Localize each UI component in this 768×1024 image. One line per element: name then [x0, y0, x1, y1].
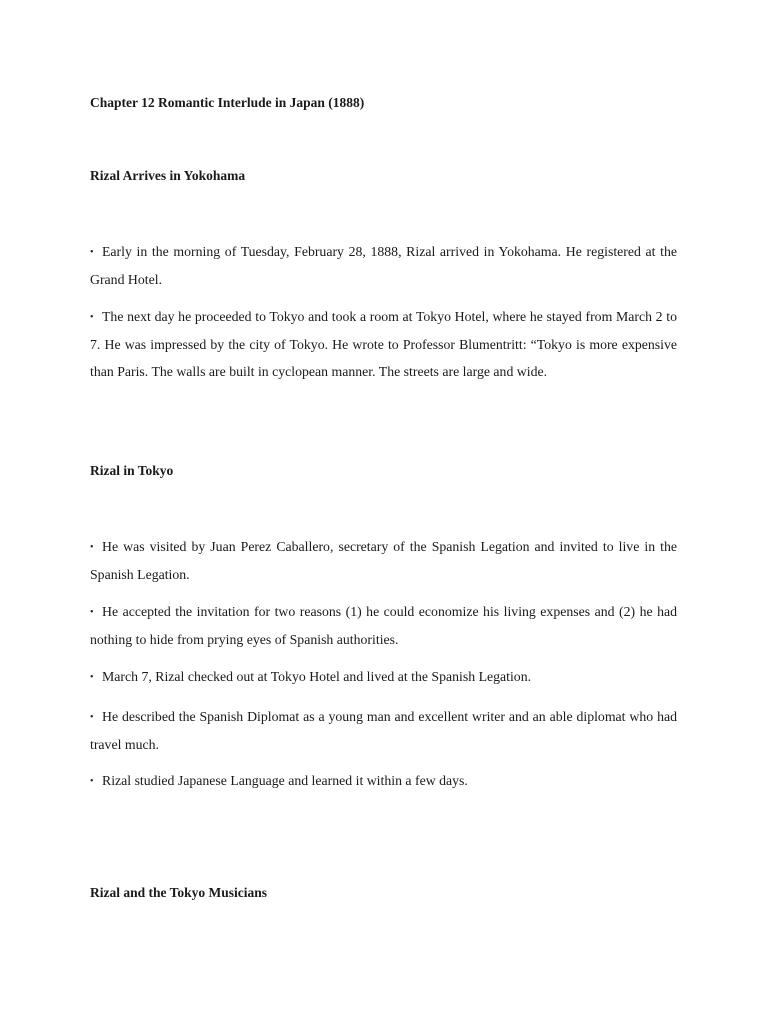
bullet-paragraph [90, 663, 677, 691]
paragraph-text: The next day he proceeded to Tokyo and took a room at Tokyo Hotel, where he stayed from March 2 to 7. He was impressed by the city of Tokyo. He wrote to Professor Blumentritt: “Tokyo is more expensive than Paris. The walls are built in cyclopean manner. The streets are large and wide. [90, 309, 677, 379]
bullet-icon: • [90, 776, 94, 787]
bullet-paragraph [90, 238, 677, 293]
bullet-paragraph [90, 598, 677, 653]
paragraph-text: He was visited by Juan Perez Caballero, secretary of the Spanish Legation and invited to live in the Spanish Legation. [90, 539, 677, 582]
bullet-icon: • [90, 607, 94, 618]
bullet-paragraph [90, 703, 677, 758]
chapter-title: Chapter 12 Romantic Interlude in Japan (1888) [90, 95, 365, 110]
bullet-icon: • [90, 312, 94, 323]
paragraph-text: March 7, Rizal checked out at Tokyo Hotel and lived at the Spanish Legation. [102, 669, 532, 684]
paragraph-text: Rizal studied Japanese Language and learned it within a few days. [102, 773, 468, 788]
section-heading-tokyo: Rizal in Tokyo [90, 463, 174, 478]
section-heading-musicians: Rizal and the Tokyo Musicians [90, 885, 268, 900]
section-heading-yokohama: Rizal Arrives in Yokohama [90, 168, 246, 183]
bullet-paragraph [90, 767, 677, 795]
bullet-icon: • [90, 247, 94, 258]
bullet-paragraph [90, 303, 677, 385]
bullet-paragraph [90, 533, 677, 588]
bullet-icon: • [90, 672, 94, 683]
bullet-icon: • [90, 712, 94, 723]
paragraph-text: Early in the morning of Tuesday, February 28, 1888, Rizal arrived in Yokohama. He registered at the Grand Hotel. [90, 244, 677, 287]
bullet-icon: • [90, 542, 94, 553]
paragraph-text: He described the Spanish Diplomat as a young man and excellent writer and an able diplomat who had travel much. [90, 709, 677, 752]
paragraph-text: He accepted the invitation for two reasons (1) he could economize his living expenses and (2) he had nothing to hide from prying eyes of Spanish authorities. [90, 604, 677, 647]
